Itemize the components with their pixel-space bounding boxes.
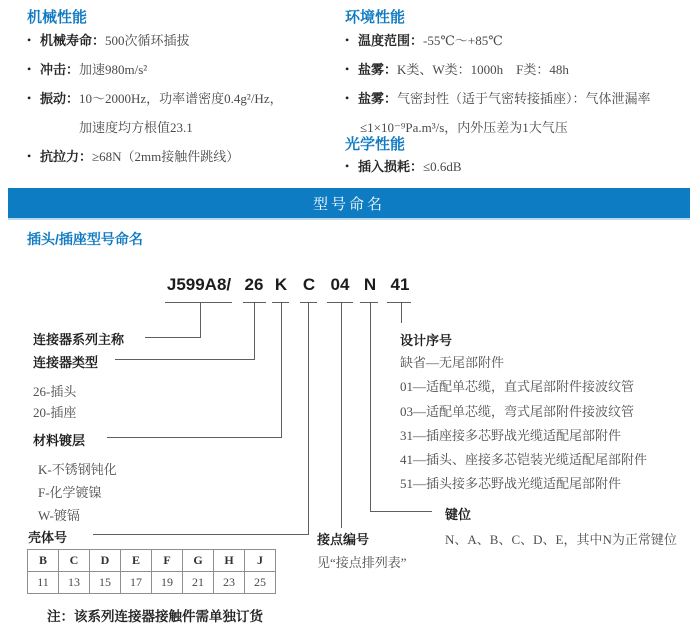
table-cell: 11 xyxy=(28,572,59,594)
table-header-cell: C xyxy=(59,550,90,572)
spec-label: 插入损耗： xyxy=(358,159,424,174)
diagram-line xyxy=(341,302,342,528)
spec-value: 500次循环插拔 xyxy=(105,33,190,48)
spec-item xyxy=(345,55,651,84)
spec-item xyxy=(27,142,283,171)
section-title-environmental: 环境性能 xyxy=(345,9,406,26)
model-code-type: 26 xyxy=(244,275,264,294)
table-cell: 19 xyxy=(152,572,183,594)
spec-label: 振动： xyxy=(40,91,80,106)
section-title-mechanical: 机械性能 xyxy=(27,9,88,26)
optical-spec-list xyxy=(345,152,462,181)
label-key-position: 键位 xyxy=(445,507,472,522)
table-cell: 13 xyxy=(59,572,90,594)
shell-number-table xyxy=(27,549,276,594)
spec-label: 冲击： xyxy=(40,62,80,77)
spec-label: 盐雾： xyxy=(358,91,398,106)
label-shell-number: 壳体号 xyxy=(28,530,68,545)
diagram-connector xyxy=(107,437,281,438)
model-code-plating: K xyxy=(274,275,288,294)
spec-value-continued: 加速度均方根值23.1 xyxy=(79,120,193,135)
table-header-cell: H xyxy=(214,550,245,572)
table-cell: 17 xyxy=(121,572,152,594)
banner-title: 型号命名 xyxy=(312,195,385,213)
label-plating-f: F-化学镀镍 xyxy=(38,485,102,500)
diagram-line xyxy=(308,302,309,535)
label-plating-w: W-镀镉 xyxy=(38,508,80,523)
design-option: 缺省—无尾部附件 xyxy=(400,355,505,370)
section-title-optical: 光学性能 xyxy=(345,136,406,153)
diagram-bar xyxy=(360,302,378,303)
table-header-cell: D xyxy=(90,550,121,572)
spec-item xyxy=(345,152,462,181)
spec-label: 温度范围： xyxy=(358,33,424,48)
table-cell: 21 xyxy=(183,572,214,594)
label-series-name: 连接器系列主称 xyxy=(33,332,125,347)
spec-item xyxy=(27,84,283,142)
label-type-socket: 20-插座 xyxy=(33,405,77,420)
label-design-serial: 设计序号 xyxy=(400,333,453,348)
order-footnote: 注：该系列连接器接触件需单独订货 xyxy=(47,609,263,624)
naming-subtitle: 插头/插座型号命名 xyxy=(27,231,143,247)
table-header-row xyxy=(28,550,276,572)
spec-label: 抗拉力： xyxy=(40,149,93,164)
spec-item xyxy=(27,55,283,84)
design-options-list xyxy=(400,351,647,497)
diagram-bar xyxy=(165,302,232,303)
diagram-line xyxy=(401,302,402,323)
diagram-line xyxy=(200,302,201,338)
spec-label: 盐雾： xyxy=(358,62,398,77)
spec-value: ≤0.6dB xyxy=(423,159,462,174)
table-header-cell: G xyxy=(183,550,214,572)
spec-value: K类、W类：1000h F类：48h xyxy=(397,62,569,77)
diagram-connector xyxy=(370,511,432,512)
diagram-connector xyxy=(115,359,254,360)
diagram-connector xyxy=(93,534,308,535)
contact-number-note: 见“接点排列表” xyxy=(317,555,407,570)
spec-label: 机械寿命： xyxy=(40,33,106,48)
table-cell: 25 xyxy=(245,572,276,594)
label-type-plug: 26-插头 xyxy=(33,384,77,399)
environmental-spec-list xyxy=(345,26,651,142)
diagram-line xyxy=(281,302,282,438)
mechanical-spec-list xyxy=(27,26,283,171)
design-option: 31—插座接多芯野战光缆适配尾部附件 xyxy=(400,427,622,443)
spec-item xyxy=(27,26,283,55)
spec-item xyxy=(345,26,651,55)
spec-value-continued: ≤1×10⁻⁹Pa.m³/s，内外压差为1大气压 xyxy=(360,120,568,135)
spec-value: ≥68N（2mm接触件跳线） xyxy=(92,149,240,164)
model-code-design: 41 xyxy=(390,275,410,294)
design-option: 41—插头、座接多芯铠装光缆适配尾部附件 xyxy=(400,452,648,468)
label-contact-number: 接点编号 xyxy=(317,532,370,547)
design-option: 03—适配单芯缆，弯式尾部附件接波纹管 xyxy=(400,403,635,419)
label-connector-type: 连接器类型 xyxy=(33,355,99,370)
diagram-bar xyxy=(387,302,411,303)
table-value-row xyxy=(28,572,276,594)
label-plating-k: K-不锈钢钝化 xyxy=(38,462,117,477)
diagram-bar xyxy=(327,302,353,303)
table-header-cell: E xyxy=(121,550,152,572)
spec-value: 气密封性（适于气密转接插座）：气体泄漏率 xyxy=(397,91,651,106)
spec-value: 加速980m/s² xyxy=(79,62,148,77)
table-header-cell: B xyxy=(28,550,59,572)
model-code-contact: 04 xyxy=(330,275,350,294)
spec-value: -55℃～+85℃ xyxy=(423,33,503,48)
model-code-shell: C xyxy=(302,275,316,294)
key-position-values: N、A、B、C、D、E，其中N为正常键位 xyxy=(445,532,677,547)
table-cell: 15 xyxy=(90,572,121,594)
table-cell: 23 xyxy=(214,572,245,594)
design-option: 51—插头接多芯野战光缆适配尾部附件 xyxy=(400,476,622,492)
model-naming-banner xyxy=(8,188,690,220)
model-code-series: J599A8/ xyxy=(166,275,232,294)
design-option: 01—适配单芯缆，直式尾部附件接波纹管 xyxy=(400,379,635,395)
diagram-line xyxy=(254,302,255,360)
diagram-line xyxy=(370,302,371,512)
model-code-key: N xyxy=(363,275,377,294)
table-header-cell: F xyxy=(152,550,183,572)
table-header-cell: J xyxy=(245,550,276,572)
diagram-connector xyxy=(145,337,200,338)
spec-value: 10～2000Hz，功率谱密度0.4g²/Hz， xyxy=(79,91,283,106)
label-material-plating: 材料镀层 xyxy=(33,433,86,448)
